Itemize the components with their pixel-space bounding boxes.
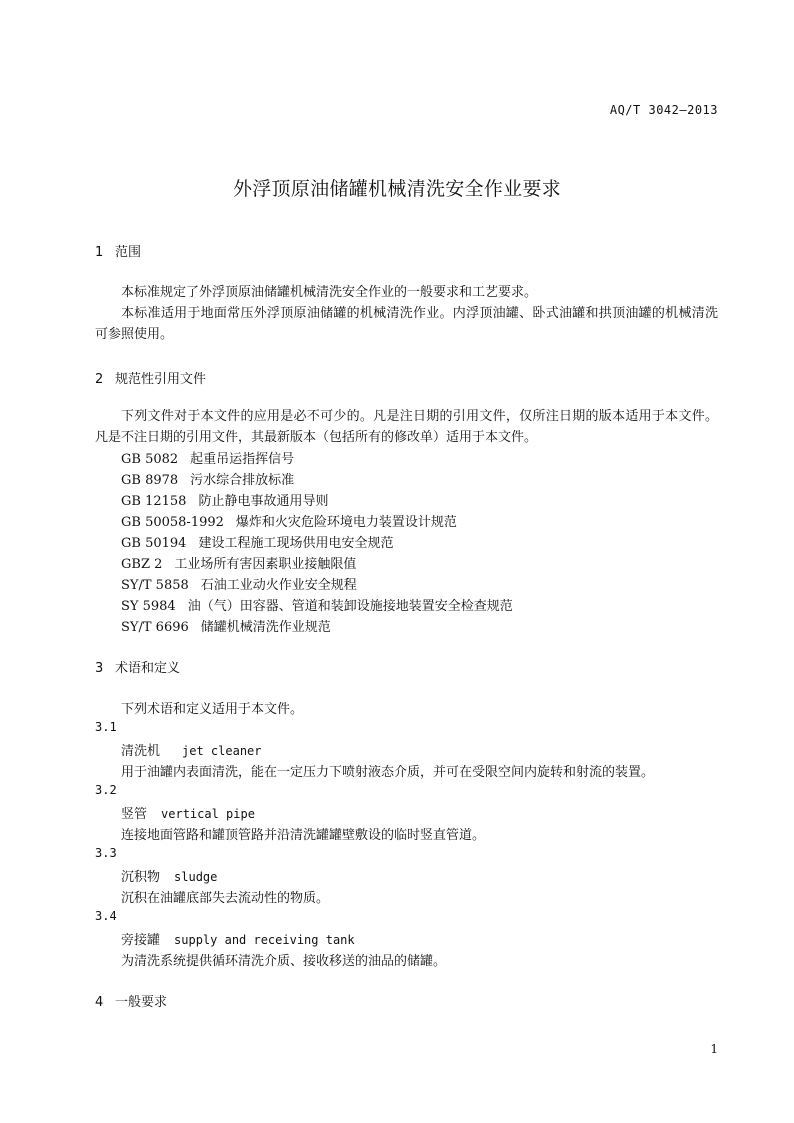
paragraph: 本标准规定了外浮顶原油储罐机械清洗安全作业的一般要求和工艺要求。	[121, 285, 538, 300]
reference-item	[121, 490, 328, 509]
section-title: 术语和定义	[115, 661, 181, 676]
reference-name: 油（气）田容器、管道和装卸设施接地装置安全检查规范	[187, 599, 513, 614]
reference-item	[121, 469, 294, 488]
reference-name: 储罐机械清洗作业规范	[200, 620, 331, 635]
reference-item	[121, 532, 393, 551]
term-number: 3.3	[95, 846, 117, 860]
paragraph: 下列文件对于本文件的应用是必不可少的。凡是注日期的引用文件，仅所注日期的版本适用于本文件。凡是不注日期的引用文件，其最新版本（包括所有的修改单）适用于本文件。	[95, 409, 718, 445]
reference-item	[121, 574, 357, 593]
reference-code: GB 50194	[121, 536, 187, 551]
paragraph: 下列术语和定义适用于本文件。	[121, 702, 304, 717]
term-en: sludge	[174, 870, 218, 884]
document-title: 外浮顶原油储罐机械清洗安全作业要求	[232, 178, 562, 200]
term-en: vertical pipe	[161, 807, 255, 821]
reference-item	[121, 616, 331, 635]
reference-code: GBZ 2	[121, 557, 163, 572]
section-heading-2	[95, 368, 206, 387]
section-heading-3	[95, 657, 180, 676]
section-number: 1	[95, 245, 104, 260]
section-number: 2	[95, 372, 104, 387]
term-entry	[121, 803, 255, 822]
reference-name: 建设工程施工现场供用电安全规范	[198, 536, 394, 551]
term-zh: 旁接罐	[121, 933, 161, 948]
reference-name: 工业场所有害因素职业接触限值	[174, 557, 357, 572]
reference-name: 防止静电事故通用导则	[198, 494, 329, 509]
reference-code: GB 50058-1992	[121, 515, 224, 530]
reference-name: 爆炸和火灾危险环境电力装置设计规范	[235, 515, 457, 530]
reference-item	[121, 511, 457, 530]
section-title: 规范性引用文件	[115, 372, 207, 387]
term-number: 3.1	[95, 720, 117, 734]
term-definition: 连接地面管路和罐顶管路并沿清洗罐罐壁敷设的临时竖直管道。	[121, 828, 486, 843]
term-definition: 沉积在油罐底部失去流动性的物质。	[121, 891, 330, 906]
term-zh: 清洗机	[121, 744, 161, 759]
reference-item	[121, 595, 513, 614]
reference-code: SY/T 6696	[121, 620, 189, 635]
section-heading-4	[95, 991, 167, 1010]
section-number: 3	[95, 661, 104, 676]
term-definition: 用于油罐内表面清洗，能在一定压力下喷射液态介质，并可在受限空间内旋转和射流的装置。	[121, 765, 655, 780]
term-number: 3.4	[95, 909, 117, 923]
section-heading-1	[95, 241, 141, 260]
reference-name: 污水综合排放标准	[190, 473, 295, 488]
term-zh: 竖管	[121, 807, 148, 822]
term-entry	[121, 740, 262, 759]
term-zh: 沉积物	[121, 870, 161, 885]
reference-code: GB 12158	[121, 494, 187, 509]
reference-item	[121, 553, 356, 572]
term-definition: 为清洗系统提供循环清洗介质、接收移送的油品的储罐。	[121, 954, 447, 969]
section-number: 4	[95, 995, 104, 1010]
standard-number: AQ/T 3042—2013	[609, 103, 718, 117]
section-title: 一般要求	[115, 995, 168, 1010]
page-number: 1	[710, 1042, 718, 1056]
term-en: jet cleaner	[182, 744, 262, 758]
reference-code: GB 5082	[121, 452, 179, 467]
reference-code: SY/T 5858	[121, 578, 189, 593]
term-entry	[121, 866, 217, 885]
term-entry	[121, 929, 355, 948]
term-number: 3.2	[95, 783, 117, 797]
paragraph: 本标准适用于地面常压外浮顶原油储罐的机械清洗作业。内浮顶油罐、卧式油罐和拱顶油罐的机械清洗可参照使用。	[95, 306, 718, 342]
reference-code: GB 8978	[121, 473, 179, 488]
reference-name: 石油工业动火作业安全规程	[200, 578, 357, 593]
reference-name: 起重吊运指挥信号	[190, 452, 295, 467]
reference-item	[121, 448, 294, 467]
section-title: 范围	[115, 245, 142, 260]
term-en: supply and receiving tank	[174, 933, 355, 947]
reference-code: SY 5984	[121, 599, 176, 614]
